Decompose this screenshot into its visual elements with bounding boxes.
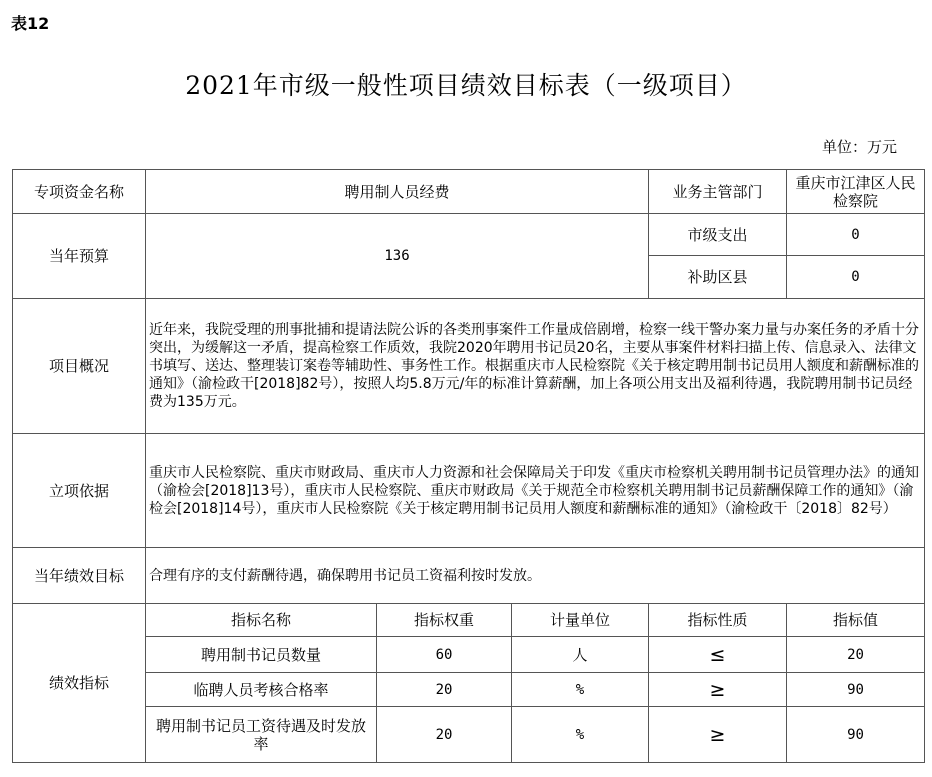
basis-label: 立项依据: [13, 434, 146, 548]
header-nature: 指标性质: [649, 604, 787, 637]
indicator-unit: %: [512, 707, 649, 763]
dept-label: 业务主管部门: [649, 170, 787, 214]
page-title: 2021年市级一般性项目绩效目标表（一级项目）: [185, 71, 747, 100]
indicator-weight: 20: [377, 673, 512, 707]
table-row: [13, 707, 925, 763]
indicator-name: 临聘人员考核合格率: [146, 673, 377, 707]
performance-table: [12, 169, 925, 763]
dept-value: 重庆市江津区人民检察院: [787, 170, 925, 214]
subsidy-label: 补助区县: [649, 256, 787, 299]
indicator-unit: %: [512, 673, 649, 707]
indicator-nature: ≤: [649, 637, 787, 673]
overview-text: 近年来，我院受理的刑事批捕和提请法院公诉的各类刑事案件工作量成倍剧增，检察一线干警办案力量与办案任务的矛盾十分突出，为缓解这一矛盾，提高检察工作质效，我院2020年聘用书记员20名，主要从事案件材料扫描上传、信息录入、法律文书填写、送达、整理装订案卷等辅助性、事务性工作。根据重庆市人民检察院《关于核定聘用制书记员用人额度和薪酬标准的通知》（渝检政干[2018]82号），按照人均5.8万元/年的标准计算薪酬，加上各项公用支出及福利待遇，我院聘用制书记员经费为135万元。: [146, 299, 925, 434]
budget-value: 136: [146, 214, 649, 299]
indicator-weight: 60: [377, 637, 512, 673]
indicator-name: 聘用制书记员工资待遇及时发放率: [146, 707, 377, 763]
budget-label: 当年预算: [13, 214, 146, 299]
table-number: 表12: [11, 14, 50, 33]
indicator-value: 90: [787, 673, 925, 707]
subsidy-value: 0: [787, 256, 925, 299]
indicator-value: 20: [787, 637, 925, 673]
unit-label: 单位：万元: [821, 138, 897, 156]
indicators-label: 绩效指标: [13, 604, 146, 763]
table-row: [13, 637, 925, 673]
header-value: 指标值: [787, 604, 925, 637]
overview-label: 项目概况: [13, 299, 146, 434]
goal-text: 合理有序的支付薪酬待遇，确保聘用书记员工资福利按时发放。: [146, 548, 925, 604]
indicator-nature: ≥: [649, 707, 787, 763]
goal-label: 当年绩效目标: [13, 548, 146, 604]
city-expense-value: 0: [787, 214, 925, 256]
indicator-name: 聘用制书记员数量: [146, 637, 377, 673]
indicator-nature: ≥: [649, 673, 787, 707]
city-expense-label: 市级支出: [649, 214, 787, 256]
indicator-weight: 20: [377, 707, 512, 763]
fund-name-label: 专项资金名称: [13, 170, 146, 214]
header-unit: 计量单位: [512, 604, 649, 637]
basis-text: 重庆市人民检察院、重庆市财政局、重庆市人力资源和社会保障局关于印发《重庆市检察机关聘用制书记员管理办法》的通知（渝检会[2018]13号），重庆市人民检察院、重庆市财政局《关于规范全市检察机关聘用制书记员薪酬保障工作的通知》（渝检会[2018]14号），重庆市人民检察院《关于核定聘用制书记员用人额度和薪酬标准的通知》（渝检政干〔2018〕82号）: [146, 434, 925, 548]
indicator-value: 90: [787, 707, 925, 763]
table-row: [13, 673, 925, 707]
header-weight: 指标权重: [377, 604, 512, 637]
header-indicator-name: 指标名称: [146, 604, 377, 637]
fund-name-value: 聘用制人员经费: [146, 170, 649, 214]
indicator-unit: 人: [512, 637, 649, 673]
